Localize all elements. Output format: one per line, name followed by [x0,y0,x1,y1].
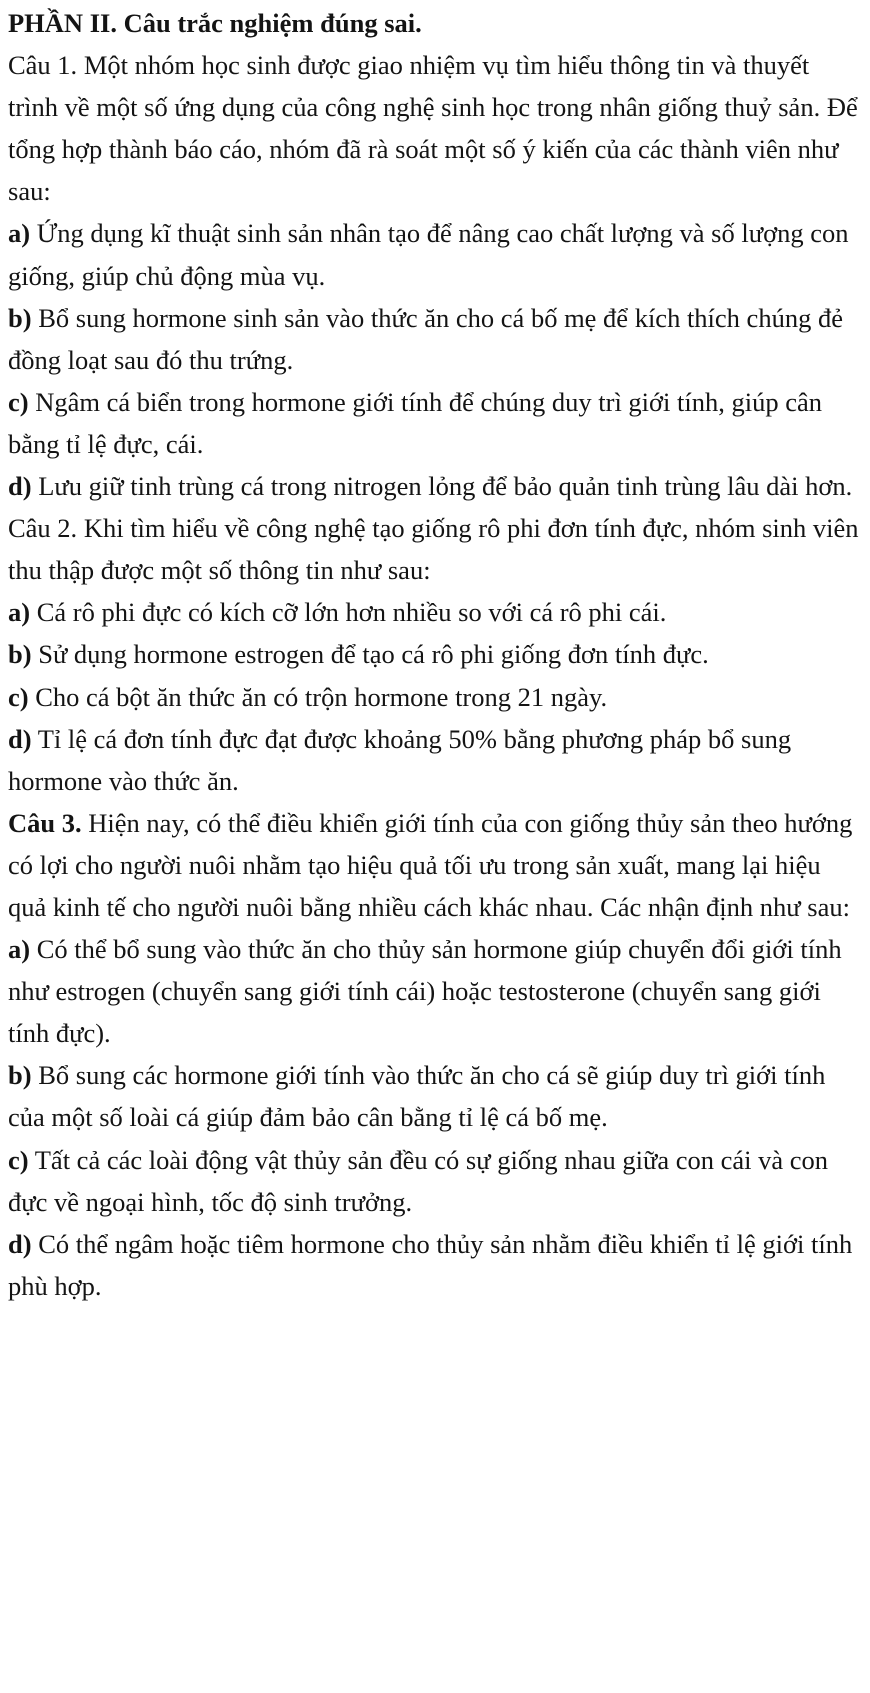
question-3-option-b [8,1054,860,1138]
question-3 [8,802,860,1307]
question-1-option-b [8,297,860,381]
question-1-option-a [8,212,860,296]
option-label: c) [8,681,29,712]
question-2-option-d [8,718,860,802]
question-2-label: Câu 2. [8,513,78,544]
option-label: a) [8,597,31,628]
option-text: Lưu giữ tinh trùng cá trong nitrogen lỏng để bảo quản tinh trùng lâu dài hơn. [31,471,853,502]
option-text: Bổ sung hormone sinh sản vào thức ăn cho cá bố mẹ để kích thích chúng đẻ đồng loạt sau đó thu trứng. [8,302,843,375]
option-label: b) [8,302,32,333]
question-3-option-c [8,1139,860,1223]
section-title: PHẦN II. Câu trắc nghiệm đúng sai. [8,8,422,38]
option-label: d) [8,471,32,502]
question-2-stem [8,507,860,591]
option-text: Ứng dụng kĩ thuật sinh sản nhân tạo để nâng cao chất lượng và số lượng con giống, giúp chủ động mùa vụ. [8,218,849,291]
question-2-option-a [8,591,860,633]
question-2-text: Khi tìm hiểu về công nghệ tạo giống rô phi đơn tính đực, nhóm sinh viên thu thập được một số thông tin như sau: [8,513,859,586]
question-1-option-c [8,381,860,465]
option-text: Ngâm cá biển trong hormone giới tính để chúng duy trì giới tính, giúp cân bằng tỉ lệ đực, cái. [8,386,823,459]
question-3-stem [8,802,860,928]
question-3-text: Hiện nay, có thể điều khiển giới tính của con giống thủy sản theo hướng có lợi cho người nuôi nhằm tạo hiệu quả tối ưu trong sản xuất, mang lại hiệu quả kinh tế cho người nuôi bằng nhiều cách khác nhau. Các nhận định như sau: [8,807,853,922]
option-label: a) [8,218,31,249]
option-text: Tỉ lệ cá đơn tính đực đạt được khoảng 50% bằng phương pháp bổ sung hormone vào thức ăn. [8,723,792,796]
option-text: Có thể bổ sung vào thức ăn cho thủy sản hormone giúp chuyển đổi giới tính như estrogen (chuyển sang giới tính cái) hoặc testosterone (chuyển sang giới tính đực). [8,934,842,1049]
option-text: Sử dụng hormone estrogen để tạo cá rô phi giống đơn tính đực. [31,639,709,670]
question-3-label: Câu 3. [8,807,82,838]
question-3-option-a [8,928,860,1054]
option-label: d) [8,1228,32,1259]
question-1 [8,44,860,507]
question-2 [8,507,860,802]
option-text: Cá rô phi đực có kích cỡ lớn hơn nhiều so với cá rô phi cái. [30,597,667,628]
option-label: d) [8,723,32,754]
option-text: Bổ sung các hormone giới tính vào thức ăn cho cá sẽ giúp duy trì giới tính của một số loài cá giúp đảm bảo cân bằng tỉ lệ cá bố mẹ. [8,1060,826,1133]
option-label: c) [8,386,29,417]
option-label: c) [8,1144,29,1175]
option-label: b) [8,639,32,670]
question-2-option-c [8,676,860,718]
question-1-text: Một nhóm học sinh được giao nhiệm vụ tìm hiểu thông tin và thuyết trình về một số ứng dụng của công nghệ sinh học trong nhân giống thuỷ sản. Để tổng hợp thành báo cáo, nhóm đã rà soát một số ý kiến của các thành viên như sau: [8,50,858,207]
option-label: a) [8,934,31,965]
option-text: Tất cả các loài động vật thủy sản đều có sự giống nhau giữa con cái và con đực về ngoại hình, tốc độ sinh trưởng. [8,1144,829,1217]
option-label: b) [8,1060,32,1091]
question-1-stem [8,44,860,212]
question-1-option-d [8,465,860,507]
question-3-option-d [8,1223,860,1307]
option-text: Cho cá bột ăn thức ăn có trộn hormone trong 21 ngày. [28,681,608,712]
question-1-label: Câu 1. [8,50,78,81]
question-2-option-b [8,633,860,675]
document-page [8,2,860,1307]
option-text: Có thể ngâm hoặc tiêm hormone cho thủy sản nhằm điều khiển tỉ lệ giới tính phù hợp. [8,1228,853,1301]
